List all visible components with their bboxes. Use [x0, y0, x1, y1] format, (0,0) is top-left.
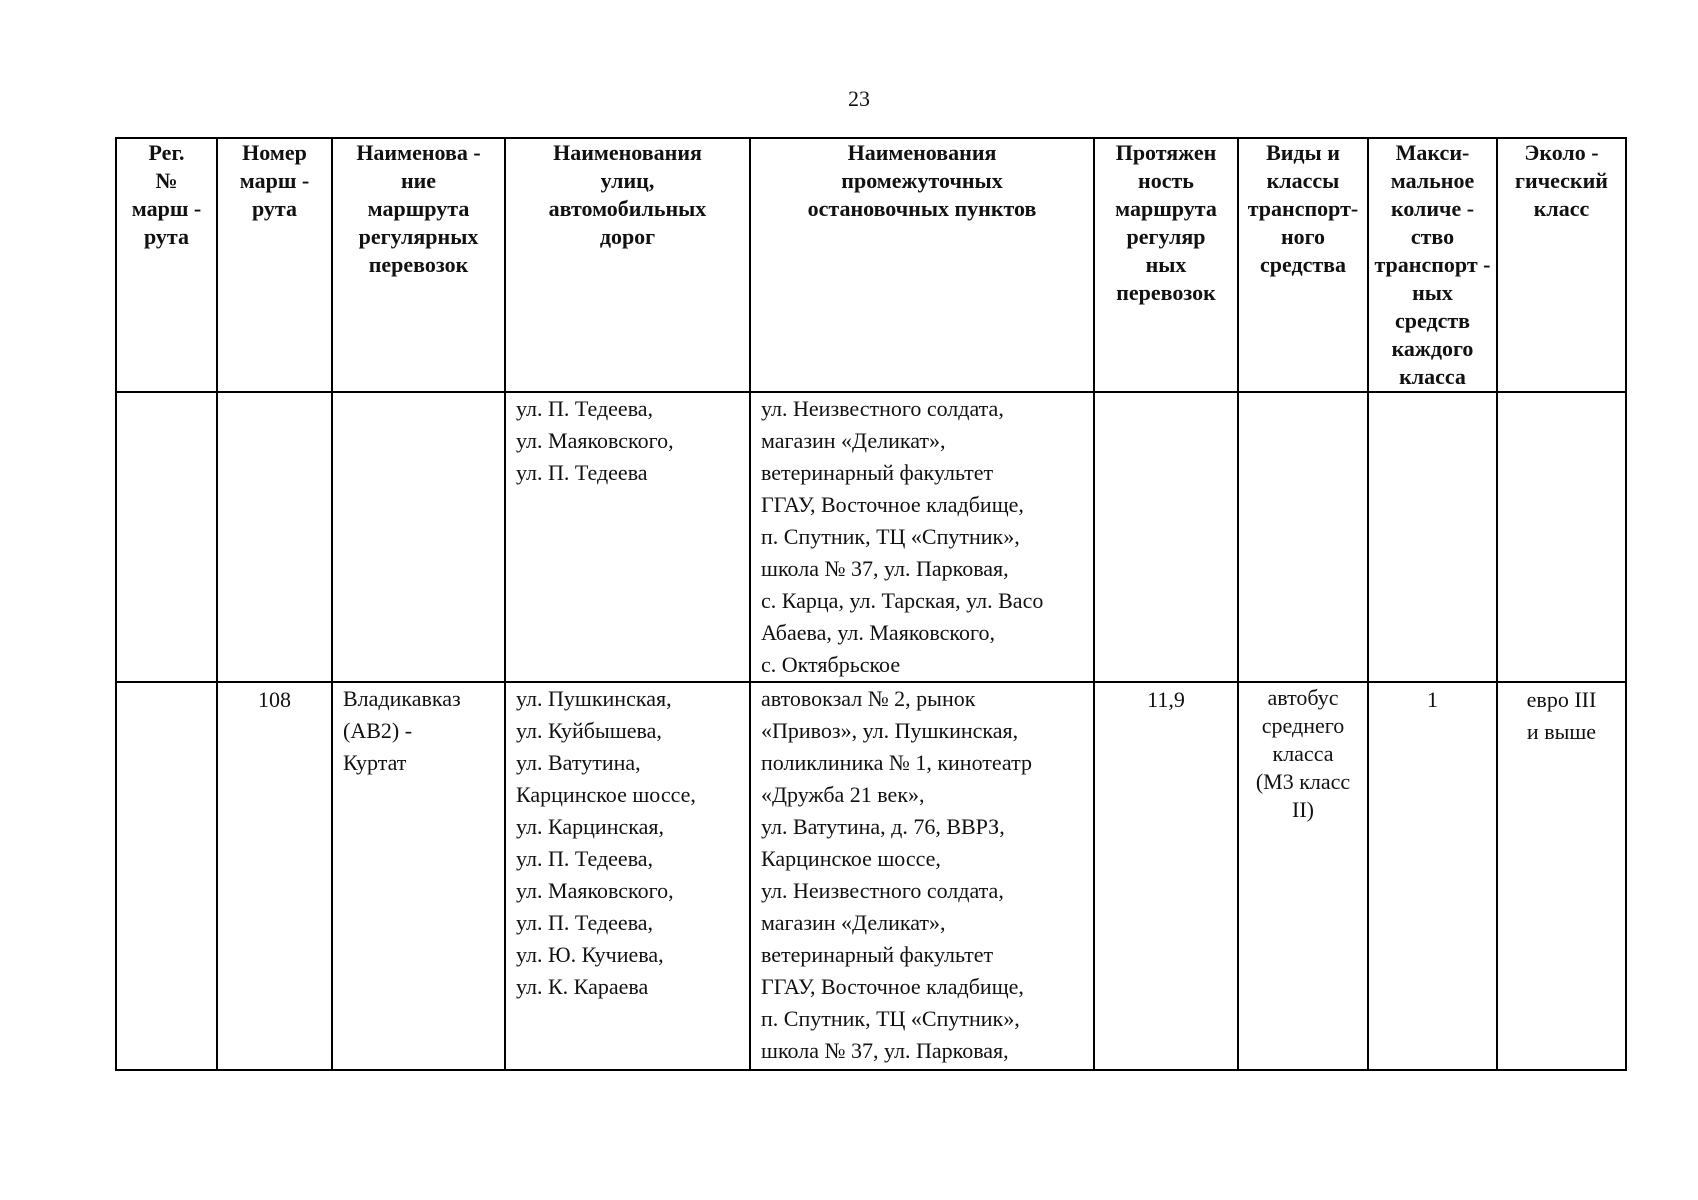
cell-eco-class [1497, 392, 1626, 682]
cell-eco-class: евро III и выше [1497, 682, 1626, 1070]
header-max-vehicles: Макси- мальное количе - ство транспорт - ных средств каждого класса [1368, 138, 1497, 392]
header-reg-no: Рег. № марш - рута [116, 138, 217, 392]
cell-reg-no [116, 682, 217, 1070]
cell-vehicle-class: автобус среднего класса (М3 класс II) [1238, 682, 1368, 1070]
table-row [116, 392, 1626, 682]
cell-route-name: Владикавказ (АВ2) - Куртат [332, 682, 505, 1070]
header-streets: Наименования улиц, автомобильных дорог [505, 138, 750, 392]
cell-streets: ул. Пушкинская, ул. Куйбышева, ул. Ватутина, Карцинское шоссе, ул. Карцинская, ул. П. Тедеева, ул. Маяковского, ул. П. Тедеева, ул. Ю. Кучиева, ул. К. Караева [505, 682, 750, 1070]
cell-stops: ул. Неизвестного солдата, магазин «Деликат», ветеринарный факультет ГГАУ, Восточное кладбище, п. Спутник, ТЦ «Спутник», школа № 37, ул. Парковая, с. Карца, ул. Тарская, ул. Васо Абаева, ул. Маяковского, с. Октябрьское [750, 392, 1094, 682]
header-eco-class: Эколо - гический класс [1497, 138, 1626, 392]
cell-length: 11,9 [1094, 682, 1238, 1070]
header-stops: Наименования промежуточных остановочных пунктов [750, 138, 1094, 392]
cell-route-no [217, 392, 332, 682]
header-length: Протяжен ность маршрута регуляр ных перевозок [1094, 138, 1238, 392]
header-route-no: Номер марш - рута [217, 138, 332, 392]
header-route-name: Наименова - ние маршрута регулярных перевозок [332, 138, 505, 392]
cell-reg-no [116, 392, 217, 682]
routes-table [115, 137, 1627, 1071]
table-row [116, 682, 1626, 1070]
page-number: 23 [848, 86, 870, 111]
cell-stops: автовокзал № 2, рынок «Привоз», ул. Пушкинская, поликлиника № 1, кинотеатр «Дружба 21 век», ул. Ватутина, д. 76, ВВРЗ, Карцинское шоссе, ул. Неизвестного солдата, магазин «Деликат», ветеринарный факультет ГГАУ, Восточное кладбище, п. Спутник, ТЦ «Спутник», школа № 37, ул. Парковая, [750, 682, 1094, 1070]
cell-length [1094, 392, 1238, 682]
header-vehicle-class: Виды и классы транспорт- ного средства [1238, 138, 1368, 392]
cell-max-vehicles: 1 [1368, 682, 1497, 1070]
cell-route-name [332, 392, 505, 682]
cell-streets: ул. П. Тедеева, ул. Маяковского, ул. П. Тедеева [505, 392, 750, 682]
cell-max-vehicles [1368, 392, 1497, 682]
cell-route-no: 108 [217, 682, 332, 1070]
table-header-row [116, 138, 1626, 392]
cell-vehicle-class [1238, 392, 1368, 682]
